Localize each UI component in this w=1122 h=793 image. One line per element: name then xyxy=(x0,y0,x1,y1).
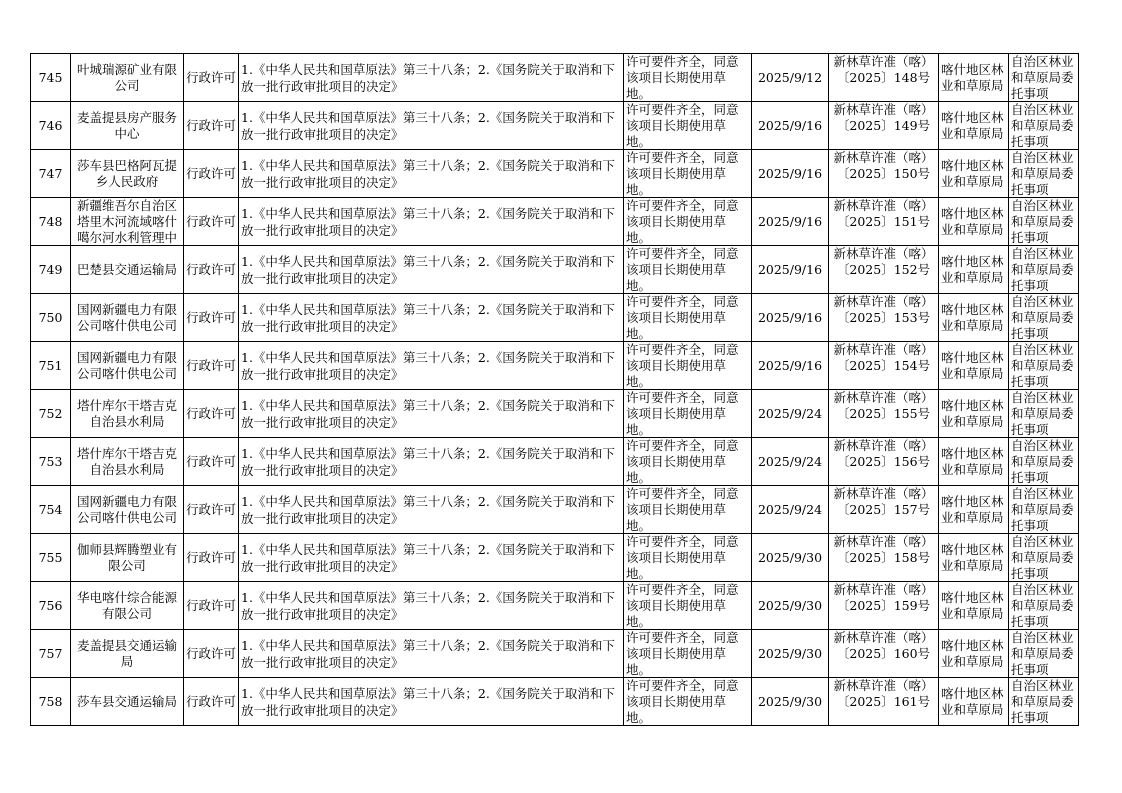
applicant-name-cell xyxy=(71,54,184,102)
remarks: 自治区林业和草原局委托事项 xyxy=(1011,54,1074,101)
permit-type: 行政许可 xyxy=(185,597,236,613)
remarks: 自治区林业和草原局委托事项 xyxy=(1011,246,1074,293)
issuing-organization: 喀什地区林业和草原局 xyxy=(941,157,1004,189)
decision-result: 许可要件齐全，同意该项目长期使用草地。 xyxy=(626,438,739,485)
issuing-organization-cell xyxy=(939,54,1009,102)
decision-date-cell xyxy=(752,582,829,630)
applicant-name-cell xyxy=(71,198,184,246)
issuing-organization-cell xyxy=(939,198,1009,246)
decision-date: 2025/9/16 xyxy=(757,357,823,373)
applicant-name-cell xyxy=(71,246,184,294)
applicant-name: 塔什库尔干塔吉克自治县水利局 xyxy=(76,445,177,477)
decision-date: 2025/9/16 xyxy=(757,213,823,229)
table-row xyxy=(31,150,1079,198)
applicant-name: 国网新疆电力有限公司喀什供电公司 xyxy=(76,349,177,381)
remarks-cell xyxy=(1009,534,1079,582)
applicant-name: 莎车县交通运输局 xyxy=(76,693,177,709)
row-number: 753 xyxy=(38,454,63,469)
decision-date-cell xyxy=(752,342,829,390)
decision-date: 2025/9/30 xyxy=(757,693,823,709)
permit-type: 行政许可 xyxy=(185,165,236,181)
table-row xyxy=(31,294,1079,342)
issuing-organization: 喀什地区林业和草原局 xyxy=(941,685,1004,717)
permit-type: 行政许可 xyxy=(185,693,236,709)
remarks: 自治区林业和草原局委托事项 xyxy=(1011,438,1074,485)
legal-basis: 1.《中华人民共和国草原法》第三十八条；2.《国务院关于取消和下放一批行政审批项目的决定》 xyxy=(241,445,615,478)
table-row xyxy=(31,342,1079,390)
legal-basis: 1.《中华人民共和国草原法》第三十八条；2.《国务院关于取消和下放一批行政审批项目的决定》 xyxy=(241,493,615,526)
remarks: 自治区林业和草原局委托事项 xyxy=(1011,342,1074,389)
decision-result-cell xyxy=(624,198,752,246)
row-number: 750 xyxy=(38,310,63,325)
document-number: 新林草许准（喀）〔2025〕151号 xyxy=(833,198,934,229)
row-number-cell xyxy=(31,246,71,294)
legal-basis-cell xyxy=(239,342,624,390)
row-number-cell xyxy=(31,294,71,342)
table-row xyxy=(31,438,1079,486)
remarks: 自治区林业和草原局委托事项 xyxy=(1011,582,1074,629)
decision-date-cell xyxy=(752,630,829,678)
legal-basis-cell xyxy=(239,630,624,678)
decision-date: 2025/9/30 xyxy=(757,645,823,661)
decision-result-cell xyxy=(624,150,752,198)
decision-date: 2025/9/24 xyxy=(757,501,823,517)
document-number-cell xyxy=(829,150,939,198)
decision-result-cell xyxy=(624,486,752,534)
issuing-organization: 喀什地区林业和草原局 xyxy=(941,637,1004,669)
issuing-organization: 喀什地区林业和草原局 xyxy=(941,445,1004,477)
document-number-cell xyxy=(829,582,939,630)
permit-type: 行政许可 xyxy=(185,549,236,565)
applicant-name-cell xyxy=(71,102,184,150)
document-number: 新林草许准（喀）〔2025〕154号 xyxy=(833,342,934,373)
legal-basis-cell xyxy=(239,678,624,726)
table-row xyxy=(31,582,1079,630)
issuing-organization-cell xyxy=(939,630,1009,678)
legal-basis: 1.《中华人民共和国草原法》第三十八条；2.《国务院关于取消和下放一批行政审批项目的决定》 xyxy=(241,205,615,238)
legal-basis: 1.《中华人民共和国草原法》第三十八条；2.《国务院关于取消和下放一批行政审批项目的决定》 xyxy=(241,637,615,670)
decision-date-cell xyxy=(752,54,829,102)
table-row xyxy=(31,54,1079,102)
decision-date-cell xyxy=(752,246,829,294)
document-number: 新林草许准（喀）〔2025〕161号 xyxy=(833,678,934,709)
table-row xyxy=(31,102,1079,150)
permit-type: 行政许可 xyxy=(185,501,236,517)
decision-result: 许可要件齐全，同意该项目长期使用草地。 xyxy=(626,150,739,197)
document-number: 新林草许准（喀）〔2025〕149号 xyxy=(833,102,934,133)
document-number-cell xyxy=(829,198,939,246)
permit-type-cell xyxy=(184,534,239,582)
decision-result: 许可要件齐全，同意该项目长期使用草地。 xyxy=(626,198,739,245)
permit-table xyxy=(30,53,1079,726)
document-number-cell xyxy=(829,294,939,342)
permit-type-cell xyxy=(184,246,239,294)
decision-date-cell xyxy=(752,678,829,726)
permit-type-cell xyxy=(184,486,239,534)
legal-basis-cell xyxy=(239,150,624,198)
issuing-organization: 喀什地区林业和草原局 xyxy=(941,397,1004,429)
row-number-cell xyxy=(31,198,71,246)
legal-basis: 1.《中华人民共和国草原法》第三十八条；2.《国务院关于取消和下放一批行政审批项目的决定》 xyxy=(241,157,615,190)
document-number: 新林草许准（喀）〔2025〕153号 xyxy=(833,294,934,325)
legal-basis-cell xyxy=(239,438,624,486)
table-row xyxy=(31,534,1079,582)
remarks-cell xyxy=(1009,294,1079,342)
permit-type: 行政许可 xyxy=(185,405,236,421)
remarks: 自治区林业和草原局委托事项 xyxy=(1011,294,1074,341)
remarks-cell xyxy=(1009,150,1079,198)
permit-type-cell xyxy=(184,582,239,630)
legal-basis: 1.《中华人民共和国草原法》第三十八条；2.《国务院关于取消和下放一批行政审批项目的决定》 xyxy=(241,301,615,334)
issuing-organization: 喀什地区林业和草原局 xyxy=(941,109,1004,141)
legal-basis: 1.《中华人民共和国草原法》第三十八条；2.《国务院关于取消和下放一批行政审批项目的决定》 xyxy=(241,541,615,574)
decision-result: 许可要件齐全，同意该项目长期使用草地。 xyxy=(626,486,739,533)
issuing-organization-cell xyxy=(939,534,1009,582)
remarks-cell xyxy=(1009,198,1079,246)
document-number: 新林草许准（喀）〔2025〕152号 xyxy=(833,246,934,277)
issuing-organization-cell xyxy=(939,486,1009,534)
document-number: 新林草许准（喀）〔2025〕160号 xyxy=(833,630,934,661)
legal-basis-cell xyxy=(239,246,624,294)
document-number: 新林草许准（喀）〔2025〕157号 xyxy=(833,486,934,517)
document-number: 新林草许准（喀）〔2025〕155号 xyxy=(833,390,934,421)
decision-result: 许可要件齐全，同意该项目长期使用草地。 xyxy=(626,678,739,725)
issuing-organization-cell xyxy=(939,582,1009,630)
applicant-name-cell xyxy=(71,150,184,198)
applicant-name: 国网新疆电力有限公司喀什供电公司 xyxy=(76,493,177,525)
applicant-name-cell xyxy=(71,438,184,486)
legal-basis-cell xyxy=(239,534,624,582)
remarks: 自治区林业和草原局委托事项 xyxy=(1011,390,1074,437)
row-number-cell xyxy=(31,390,71,438)
issuing-organization: 喀什地区林业和草原局 xyxy=(941,589,1004,621)
row-number: 748 xyxy=(38,214,63,229)
decision-result: 许可要件齐全，同意该项目长期使用草地。 xyxy=(626,294,739,341)
decision-date-cell xyxy=(752,102,829,150)
applicant-name: 新疆维吾尔自治区塔里木河流域喀什噶尔河水利管理中 xyxy=(76,198,177,245)
decision-date-cell xyxy=(752,294,829,342)
row-number: 751 xyxy=(38,358,63,373)
decision-result: 许可要件齐全，同意该项目长期使用草地。 xyxy=(626,246,739,293)
decision-result-cell xyxy=(624,102,752,150)
decision-result-cell xyxy=(624,246,752,294)
row-number: 747 xyxy=(38,166,63,181)
row-number-cell xyxy=(31,438,71,486)
document-number-cell xyxy=(829,54,939,102)
issuing-organization: 喀什地区林业和草原局 xyxy=(941,205,1004,237)
remarks-cell xyxy=(1009,342,1079,390)
applicant-name: 伽师县辉腾塑业有限公司 xyxy=(76,541,177,573)
row-number: 755 xyxy=(38,550,63,565)
issuing-organization: 喀什地区林业和草原局 xyxy=(941,61,1004,93)
document-number-cell xyxy=(829,678,939,726)
document-number-cell xyxy=(829,342,939,390)
issuing-organization: 喀什地区林业和草原局 xyxy=(941,541,1004,573)
row-number: 746 xyxy=(38,118,63,133)
decision-date-cell xyxy=(752,198,829,246)
decision-result: 许可要件齐全，同意该项目长期使用草地。 xyxy=(626,102,739,149)
row-number-cell xyxy=(31,486,71,534)
issuing-organization-cell xyxy=(939,246,1009,294)
row-number-cell xyxy=(31,102,71,150)
permit-type: 行政许可 xyxy=(185,69,236,85)
remarks-cell xyxy=(1009,390,1079,438)
decision-date: 2025/9/16 xyxy=(757,309,823,325)
document-number-cell xyxy=(829,486,939,534)
applicant-name: 国网新疆电力有限公司喀什供电公司 xyxy=(76,301,177,333)
decision-result-cell xyxy=(624,54,752,102)
remarks: 自治区林业和草原局委托事项 xyxy=(1011,198,1074,245)
decision-result-cell xyxy=(624,342,752,390)
document-number-cell xyxy=(829,630,939,678)
permit-type-cell xyxy=(184,102,239,150)
decision-result-cell xyxy=(624,630,752,678)
legal-basis-cell xyxy=(239,198,624,246)
applicant-name-cell xyxy=(71,630,184,678)
issuing-organization: 喀什地区林业和草原局 xyxy=(941,493,1004,525)
remarks-cell xyxy=(1009,582,1079,630)
table-row xyxy=(31,246,1079,294)
row-number-cell xyxy=(31,534,71,582)
document-number: 新林草许准（喀）〔2025〕159号 xyxy=(833,582,934,613)
legal-basis-cell xyxy=(239,54,624,102)
remarks-cell xyxy=(1009,678,1079,726)
legal-basis-cell xyxy=(239,486,624,534)
permit-type-cell xyxy=(184,342,239,390)
row-number: 756 xyxy=(38,598,63,613)
remarks-cell xyxy=(1009,630,1079,678)
applicant-name-cell xyxy=(71,486,184,534)
document-number: 新林草许准（喀）〔2025〕156号 xyxy=(833,438,934,469)
decision-date: 2025/9/30 xyxy=(757,597,823,613)
document-number: 新林草许准（喀）〔2025〕150号 xyxy=(833,150,934,181)
permit-type-cell xyxy=(184,150,239,198)
decision-result-cell xyxy=(624,534,752,582)
permit-type-cell xyxy=(184,54,239,102)
applicant-name: 塔什库尔干塔吉克自治县水利局 xyxy=(76,397,177,429)
legal-basis-cell xyxy=(239,390,624,438)
row-number: 752 xyxy=(38,406,63,421)
applicant-name: 莎车县巴格阿瓦提乡人民政府 xyxy=(76,157,177,189)
permit-type-cell xyxy=(184,438,239,486)
remarks: 自治区林业和草原局委托事项 xyxy=(1011,678,1074,725)
remarks-cell xyxy=(1009,246,1079,294)
decision-date-cell xyxy=(752,438,829,486)
remarks-cell xyxy=(1009,438,1079,486)
document-number-cell xyxy=(829,534,939,582)
issuing-organization: 喀什地区林业和草原局 xyxy=(941,301,1004,333)
issuing-organization: 喀什地区林业和草原局 xyxy=(941,349,1004,381)
issuing-organization: 喀什地区林业和草原局 xyxy=(941,253,1004,285)
row-number: 758 xyxy=(38,694,63,709)
document-number-cell xyxy=(829,102,939,150)
legal-basis: 1.《中华人民共和国草原法》第三十八条；2.《国务院关于取消和下放一批行政审批项目的决定》 xyxy=(241,589,615,622)
decision-result: 许可要件齐全，同意该项目长期使用草地。 xyxy=(626,582,739,629)
permit-type: 行政许可 xyxy=(185,645,236,661)
table-row xyxy=(31,486,1079,534)
legal-basis-cell xyxy=(239,582,624,630)
issuing-organization-cell xyxy=(939,678,1009,726)
permit-type-cell xyxy=(184,294,239,342)
decision-date: 2025/9/24 xyxy=(757,453,823,469)
decision-date: 2025/9/12 xyxy=(757,69,823,85)
applicant-name: 巴楚县交通运输局 xyxy=(76,261,177,277)
decision-result: 许可要件齐全，同意该项目长期使用草地。 xyxy=(626,630,739,677)
decision-date: 2025/9/16 xyxy=(757,261,823,277)
row-number-cell xyxy=(31,630,71,678)
applicant-name: 麦盖提县房产服务中心 xyxy=(76,109,177,141)
applicant-name-cell xyxy=(71,582,184,630)
row-number: 757 xyxy=(38,646,63,661)
document-number-cell xyxy=(829,390,939,438)
row-number-cell xyxy=(31,342,71,390)
applicant-name-cell xyxy=(71,390,184,438)
decision-date-cell xyxy=(752,150,829,198)
decision-result: 许可要件齐全，同意该项目长期使用草地。 xyxy=(626,390,739,437)
legal-basis: 1.《中华人民共和国草原法》第三十八条；2.《国务院关于取消和下放一批行政审批项目的决定》 xyxy=(241,61,615,94)
table-row xyxy=(31,678,1079,726)
legal-basis: 1.《中华人民共和国草原法》第三十八条；2.《国务院关于取消和下放一批行政审批项目的决定》 xyxy=(241,349,615,382)
row-number-cell xyxy=(31,582,71,630)
applicant-name: 麦盖提县交通运输局 xyxy=(76,637,177,669)
row-number-cell xyxy=(31,150,71,198)
row-number: 754 xyxy=(38,502,63,517)
issuing-organization-cell xyxy=(939,102,1009,150)
decision-result-cell xyxy=(624,582,752,630)
permit-type-cell xyxy=(184,630,239,678)
decision-result: 许可要件齐全，同意该项目长期使用草地。 xyxy=(626,534,739,581)
issuing-organization-cell xyxy=(939,342,1009,390)
row-number-cell xyxy=(31,54,71,102)
decision-result-cell xyxy=(624,678,752,726)
document-number: 新林草许准（喀）〔2025〕158号 xyxy=(833,534,934,565)
table-row xyxy=(31,390,1079,438)
legal-basis: 1.《中华人民共和国草原法》第三十八条；2.《国务院关于取消和下放一批行政审批项目的决定》 xyxy=(241,397,615,430)
applicant-name-cell xyxy=(71,342,184,390)
decision-date-cell xyxy=(752,534,829,582)
permit-type: 行政许可 xyxy=(185,213,236,229)
document-number: 新林草许准（喀）〔2025〕148号 xyxy=(833,54,934,85)
issuing-organization-cell xyxy=(939,438,1009,486)
permit-type: 行政许可 xyxy=(185,117,236,133)
permit-type-cell xyxy=(184,678,239,726)
permit-type-cell xyxy=(184,198,239,246)
decision-result-cell xyxy=(624,438,752,486)
decision-date: 2025/9/16 xyxy=(757,117,823,133)
remarks: 自治区林业和草原局委托事项 xyxy=(1011,102,1074,149)
remarks-cell xyxy=(1009,102,1079,150)
legal-basis: 1.《中华人民共和国草原法》第三十八条；2.《国务院关于取消和下放一批行政审批项目的决定》 xyxy=(241,253,615,286)
decision-result: 许可要件齐全，同意该项目长期使用草地。 xyxy=(626,54,739,101)
issuing-organization-cell xyxy=(939,294,1009,342)
decision-date-cell xyxy=(752,390,829,438)
legal-basis-cell xyxy=(239,102,624,150)
applicant-name-cell xyxy=(71,534,184,582)
permit-type-cell xyxy=(184,390,239,438)
issuing-organization-cell xyxy=(939,150,1009,198)
row-number: 745 xyxy=(38,70,63,85)
decision-result-cell xyxy=(624,294,752,342)
decision-date: 2025/9/30 xyxy=(757,549,823,565)
issuing-organization-cell xyxy=(939,390,1009,438)
document-number-cell xyxy=(829,438,939,486)
permit-type: 行政许可 xyxy=(185,261,236,277)
permit-type: 行政许可 xyxy=(185,309,236,325)
decision-date: 2025/9/16 xyxy=(757,165,823,181)
permit-type: 行政许可 xyxy=(185,357,236,373)
legal-basis: 1.《中华人民共和国草原法》第三十八条；2.《国务院关于取消和下放一批行政审批项目的决定》 xyxy=(241,109,615,142)
document-number-cell xyxy=(829,246,939,294)
remarks: 自治区林业和草原局委托事项 xyxy=(1011,486,1074,533)
table-row xyxy=(31,630,1079,678)
applicant-name: 华电喀什综合能源有限公司 xyxy=(76,589,177,621)
remarks-cell xyxy=(1009,54,1079,102)
remarks: 自治区林业和草原局委托事项 xyxy=(1011,630,1074,677)
remarks-cell xyxy=(1009,486,1079,534)
remarks: 自治区林业和草原局委托事项 xyxy=(1011,534,1074,581)
remarks: 自治区林业和草原局委托事项 xyxy=(1011,150,1074,197)
decision-result-cell xyxy=(624,390,752,438)
legal-basis: 1.《中华人民共和国草原法》第三十八条；2.《国务院关于取消和下放一批行政审批项目的决定》 xyxy=(241,685,615,718)
permit-type: 行政许可 xyxy=(185,453,236,469)
table-row xyxy=(31,198,1079,246)
row-number-cell xyxy=(31,678,71,726)
applicant-name: 叶城瑞源矿业有限公司 xyxy=(76,61,177,93)
applicant-name-cell xyxy=(71,294,184,342)
row-number: 749 xyxy=(38,262,63,277)
applicant-name-cell xyxy=(71,678,184,726)
decision-date: 2025/9/24 xyxy=(757,405,823,421)
decision-date-cell xyxy=(752,486,829,534)
legal-basis-cell xyxy=(239,294,624,342)
decision-result: 许可要件齐全，同意该项目长期使用草地。 xyxy=(626,342,739,389)
